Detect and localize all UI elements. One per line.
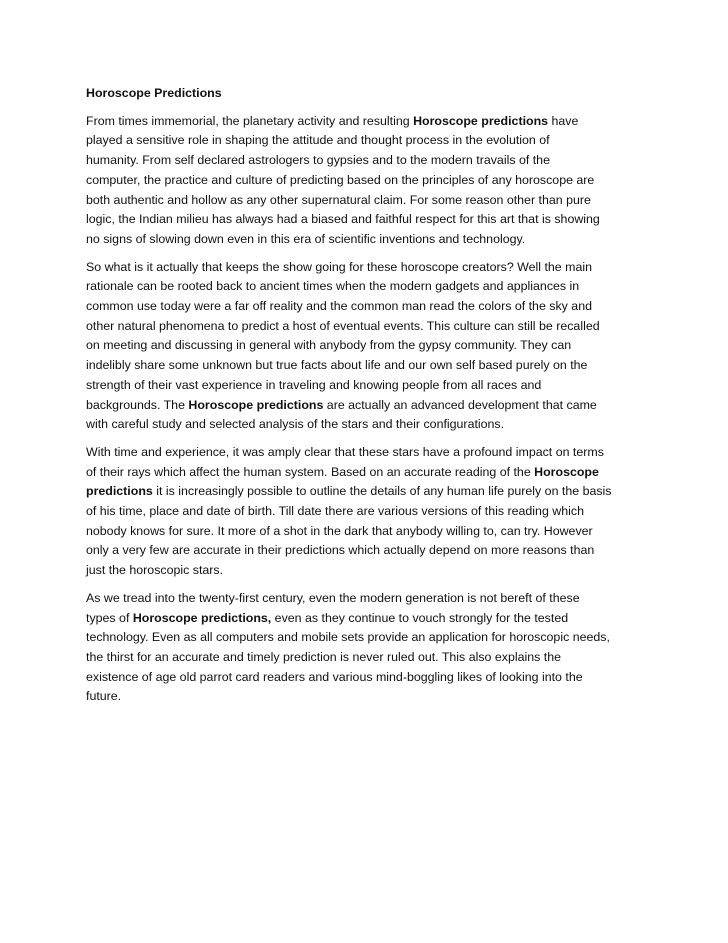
- p1-line-1: [86, 112, 648, 132]
- p2-keyword: Horoscope predictions: [188, 397, 324, 412]
- document-page: [86, 84, 648, 715]
- p2-line-4: other natural phenomena to predict a host of eventual events. This culture can still be recalled: [86, 318, 600, 333]
- p1-line-7: no signs of slowing down even in this era of scientific inventions and technology.: [86, 231, 526, 246]
- p1-text: have: [548, 113, 579, 128]
- paragraph-3: [86, 443, 648, 581]
- p3-text: of their rays which affect the human system. Based on an accurate reading of the: [86, 464, 535, 479]
- p3-line-4: of his time, place and date of birth. Till date there are various versions of this reading which: [86, 504, 584, 519]
- p2-line-2: rationale can be rooted back to ancient times when the modern gadgets and appliances in: [86, 279, 580, 294]
- p4-line-1: As we tread into the twenty-first century, even the modern generation is not bereft of these: [86, 590, 580, 605]
- p3-text: it is increasingly possible to outline the details of any human life purely on the basis: [152, 484, 612, 499]
- paragraph-1: [86, 112, 648, 250]
- p4-line-3: technology. Even as all computers and mobile sets provide an application for horoscopic needs,: [86, 630, 610, 645]
- p3-line-5: nobody knows for sure. It more of a shot in the dark that anybody willing to, can try. However: [86, 523, 593, 538]
- p1-line-6: logic, the Indian milieu has always had a biased and faithful respect for this art that is showing: [86, 212, 600, 227]
- p4-line-2: [86, 609, 648, 629]
- p1-line-5: both authentic and hollow as any other supernatural claim. For some reason other than pure: [86, 192, 591, 207]
- p3-keyword: Horoscope: [534, 464, 599, 479]
- p1-line-3: humanity. From self declared astrologers to gypsies and to the modern travails of the: [86, 153, 550, 168]
- p3-line-7: just the horoscopic stars.: [86, 563, 224, 578]
- p4-line-5: existence of age old parrot card readers and various mind-boggling likes of looking into the: [86, 669, 583, 684]
- p4-keyword: Horoscope predictions,: [132, 610, 272, 625]
- p4-line-6: future.: [86, 689, 122, 704]
- p1-line-2: played a sensitive role in shaping the attitude and thought process in the evolution of: [86, 133, 550, 148]
- p1-keyword: Horoscope predictions: [413, 113, 549, 128]
- p4-text: even as they continue to vouch strongly for the tested: [271, 610, 569, 625]
- p2-line-9: with careful study and selected analysis of the stars and their configurations.: [86, 417, 505, 432]
- p3-line-3: [86, 482, 648, 502]
- p3-line-2: [86, 463, 648, 483]
- p3-keyword: predictions: [86, 484, 153, 499]
- p2-line-1: So what is it actually that keeps the show going for these horoscope creators? Well the main: [86, 259, 592, 274]
- p2-text: are actually an advanced development that came: [323, 397, 597, 412]
- paragraph-2: [86, 258, 648, 435]
- p3-line-6: only a very few are accurate in their predictions which actually depend on more reasons than: [86, 543, 595, 558]
- p2-line-8: [86, 396, 648, 416]
- p4-line-4: the thirst for an accurate and timely prediction is never ruled out. This also explains the: [86, 649, 561, 664]
- p2-text: backgrounds. The: [86, 397, 189, 412]
- paragraph-4: [86, 589, 648, 707]
- p3-line-1: With time and experience, it was amply clear that these stars have a profound impact on terms: [86, 444, 604, 459]
- document-title: Horoscope Predictions: [86, 86, 222, 100]
- p2-line-5: on meeting and discussing in general with anybody from the gypsy community. They can: [86, 338, 572, 353]
- p1-text: From times immemorial, the planetary activity and resulting: [86, 113, 414, 128]
- p2-line-7: strength of their vast experience in traveling and knowing people from all races and: [86, 377, 542, 392]
- p2-line-3: common use today were a far off reality and the common man read the colors of the sky and: [86, 299, 592, 314]
- p2-line-6: indelibly share some unknown but true facts about life and our own self based purely on the: [86, 358, 588, 373]
- p1-line-4: computer, the practice and culture of predicting based on the principles of any horoscope are: [86, 172, 595, 187]
- p4-text: types of: [86, 610, 133, 625]
